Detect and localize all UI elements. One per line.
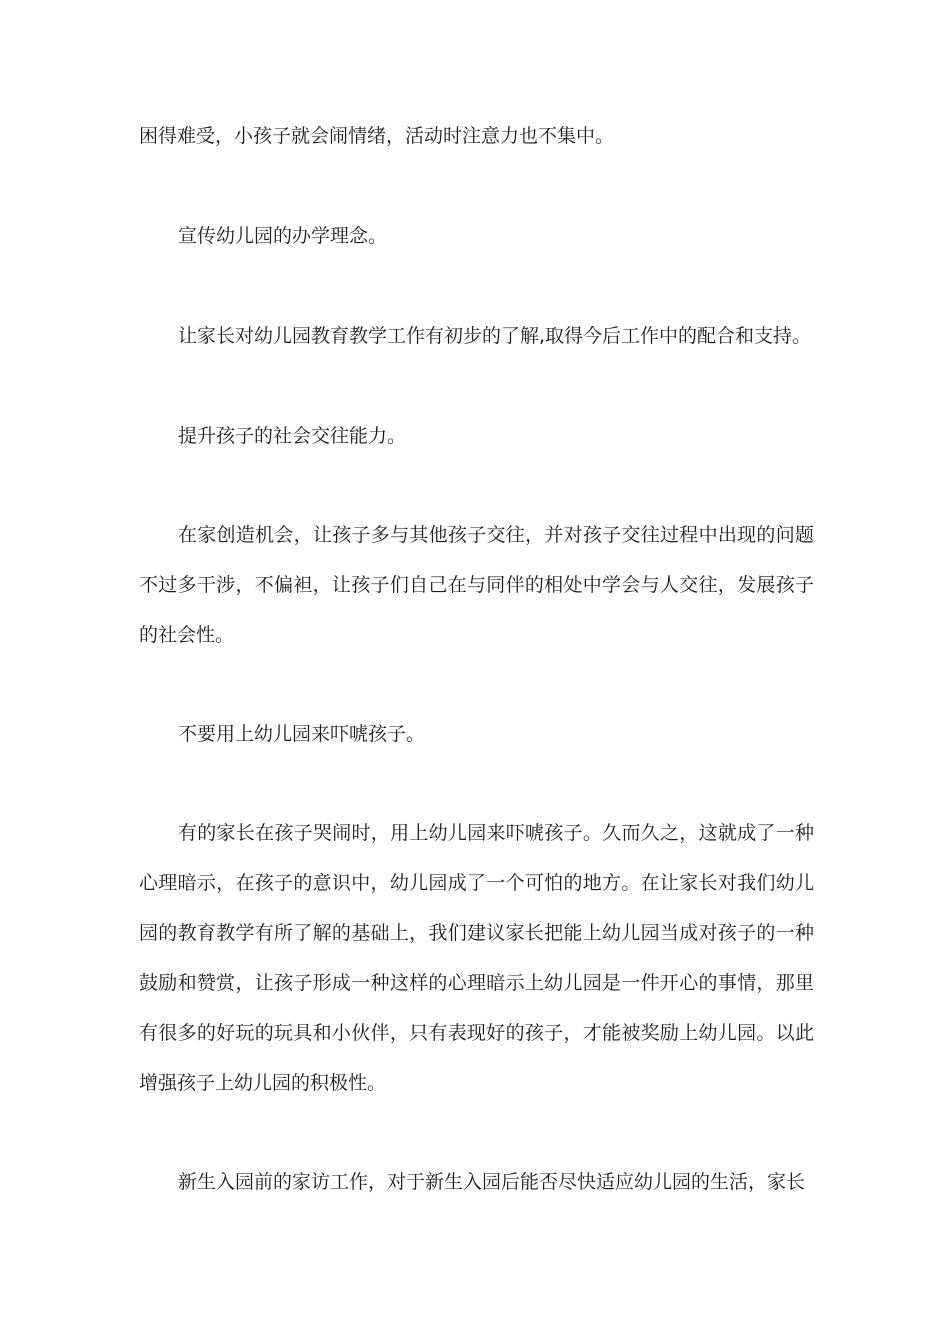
paragraph-social-skills-body: 在家创造机会，让孩子多与其他孩子交往，并对孩子交往过程中出现的问题不过多干涉，不偏袒，让孩子们自己在与同伴的相处中学会与人交往，发展孩子的社会性。 — [139, 524, 814, 646]
paragraph-continuation: 困得难受，小孩子就会闹情绪，活动时注意力也不集中。 — [139, 125, 615, 147]
paragraph-no-scaring-body: 有的家长在孩子哭闹时，用上幼儿园来吓唬孩子。久而久之，这就成了一种心理暗示，在孩子的意识中，幼儿园成了一个可怕的地方。在让家长对我们幼儿园的教育教学有所了解的基础上，我们建议家长把能上幼儿园当成对孩子的一种鼓励和赞赏，让孩子形成一种这样的心理暗示上幼儿园是一件开心的事情，那里有很多的好玩的玩具和小伙伴，只有表现好的孩子，才能被奖励上幼儿园。以此增强孩子上幼儿园的积极性。 — [139, 822, 814, 1094]
paragraph-home-visit: 新生入园前的家访工作，对于新生入园后能否尽快适应幼儿园的生活，家长 — [178, 1171, 806, 1193]
paragraph-no-scaring-heading: 不要用上幼儿园来吓唬孩子。 — [178, 723, 426, 745]
paragraph-parent-understanding: 让家长对幼儿园教育教学工作有初步的了解,取得今后工作中的配合和支持。 — [178, 325, 812, 347]
paragraph-promote-philosophy: 宣传幼儿园的办学理念。 — [178, 225, 388, 247]
paragraph-social-skills-heading: 提升孩子的社会交往能力。 — [178, 425, 407, 447]
